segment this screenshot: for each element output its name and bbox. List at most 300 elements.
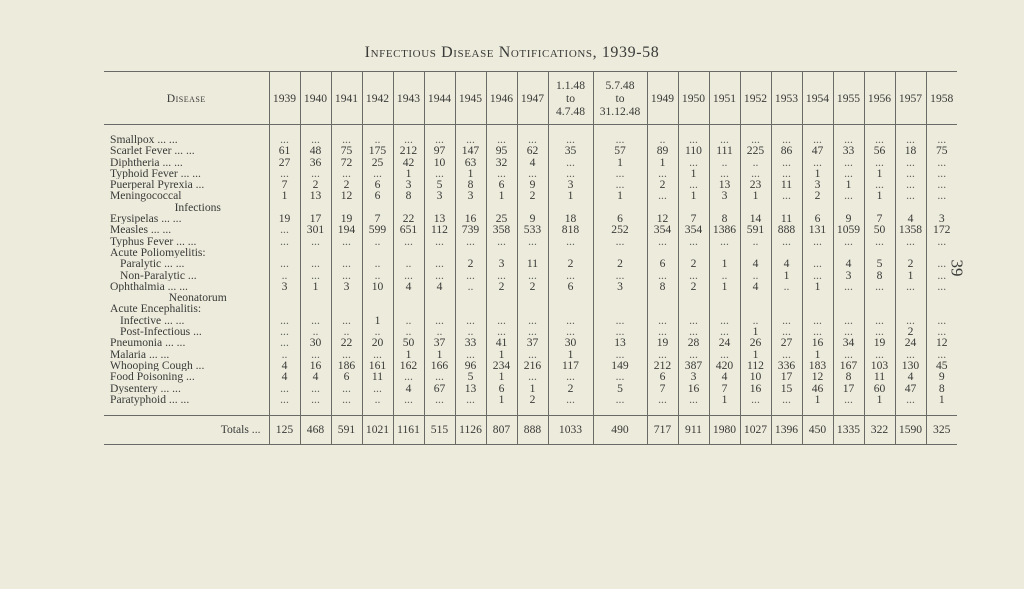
table-cell: 13 (300, 190, 331, 201)
total-cell: 1126 (455, 416, 486, 445)
table-cell: 591 (740, 224, 771, 235)
table-cell: ... (647, 190, 678, 201)
disease-label: Erysipelas ... ... (110, 213, 182, 225)
table-row (104, 168, 957, 179)
table-cell: 3 (393, 179, 424, 190)
table-cell: ... (300, 125, 331, 146)
table-cell (771, 292, 802, 303)
table-cell (771, 202, 802, 213)
table-cell: ... (833, 236, 864, 247)
table-cell (895, 202, 926, 213)
table-cell: ... (926, 326, 957, 337)
table-cell: .. (362, 236, 393, 247)
table-row (104, 371, 957, 382)
table-cell (740, 303, 771, 314)
table-cell (647, 303, 678, 314)
table-cell: 301 (300, 224, 331, 235)
table-cell: 2 (455, 258, 486, 269)
table-cell: .. (393, 258, 424, 269)
table-cell: 19 (647, 337, 678, 348)
table-cell: 216 (517, 360, 548, 371)
table-cell (864, 292, 895, 303)
table-cell (269, 202, 300, 213)
table-cell: 26 (740, 337, 771, 348)
table-cell (709, 247, 740, 258)
table-cell (424, 303, 455, 314)
total-cell: 468 (300, 416, 331, 445)
table-cell: ... (517, 315, 548, 326)
table-cell: 12 (926, 337, 957, 348)
table-cell: 172 (926, 224, 957, 235)
table-cell: ... (593, 349, 647, 360)
table-cell: .. (455, 281, 486, 292)
table-cell: 67 (424, 383, 455, 394)
table-cell: .. (709, 270, 740, 281)
table-cell: .. (300, 326, 331, 337)
column-header: 1951 (709, 72, 740, 125)
table-cell (740, 202, 771, 213)
table-cell: 888 (771, 224, 802, 235)
disease-label: Paralytic ... ... (120, 258, 185, 270)
table-cell (362, 202, 393, 213)
table-row (104, 125, 957, 146)
table-row (104, 292, 957, 303)
table-cell: 1 (709, 394, 740, 416)
table-cell: 2 (548, 383, 593, 394)
table-cell (362, 247, 393, 258)
table-cell: 16 (300, 360, 331, 371)
table-cell: 1 (393, 349, 424, 360)
table-cell: 25 (362, 157, 393, 168)
table-cell: 2 (895, 258, 926, 269)
table-cell: 3 (486, 258, 517, 269)
table-cell: 7 (709, 383, 740, 394)
table-cell: ... (709, 125, 740, 146)
disease-label: Measles ... ... (110, 224, 172, 236)
table-cell: ... (771, 236, 802, 247)
table-cell: ... (771, 125, 802, 146)
table-cell: ... (548, 315, 593, 326)
table-cell: 149 (593, 360, 647, 371)
table-cell: ... (269, 383, 300, 394)
table-cell: 1 (455, 168, 486, 179)
table-cell: 36 (300, 157, 331, 168)
table-cell: ... (926, 349, 957, 360)
table-cell: ... (864, 315, 895, 326)
total-cell: 1980 (709, 416, 740, 445)
table-cell: 6 (647, 371, 678, 382)
table-cell: ... (517, 326, 548, 337)
table-cell: 225 (740, 145, 771, 156)
table-cell: ... (486, 315, 517, 326)
table-cell: 24 (895, 337, 926, 348)
table-cell: 3 (802, 179, 833, 190)
table-cell: ... (593, 270, 647, 281)
table-cell: ... (424, 371, 455, 382)
table-cell: 10 (424, 157, 455, 168)
table-cell: 1 (740, 326, 771, 337)
table-cell: 11 (517, 258, 548, 269)
table-cell: .. (362, 270, 393, 281)
table-cell: ... (517, 270, 548, 281)
table-cell: .. (362, 394, 393, 416)
table-cell: 11 (771, 179, 802, 190)
table-cell: 19 (331, 213, 362, 224)
table-cell: ... (593, 371, 647, 382)
total-cell: 717 (647, 416, 678, 445)
table-cell: ... (771, 326, 802, 337)
table-cell (833, 202, 864, 213)
table-cell: 19 (269, 213, 300, 224)
table-cell: 12 (331, 190, 362, 201)
table-cell: 117 (548, 360, 593, 371)
total-cell: 125 (269, 416, 300, 445)
table-cell: ... (300, 394, 331, 416)
table-cell: .. (393, 326, 424, 337)
table-cell: ... (926, 168, 957, 179)
table-row (104, 281, 957, 292)
column-header: 1953 (771, 72, 802, 125)
table-cell (709, 303, 740, 314)
table-cell: 11 (771, 213, 802, 224)
column-header: 1944 (424, 72, 455, 125)
disease-label: Puerperal Pyrexia ... (110, 179, 205, 191)
table-cell: 3 (331, 281, 362, 292)
table-cell (300, 292, 331, 303)
table-cell: .. (424, 326, 455, 337)
table-cell: 30 (300, 337, 331, 348)
total-cell: 1021 (362, 416, 393, 445)
table-cell: 8 (864, 270, 895, 281)
table-row (104, 202, 957, 213)
table-cell: 1 (802, 394, 833, 416)
table-cell: 4 (740, 281, 771, 292)
table-cell: ... (517, 371, 548, 382)
table-row (104, 315, 957, 326)
table-cell (455, 247, 486, 258)
table-cell: 10 (740, 371, 771, 382)
total-cell: 1161 (393, 416, 424, 445)
table-cell: ... (678, 394, 709, 416)
table-cell: 56 (864, 145, 895, 156)
table-cell: ... (895, 190, 926, 201)
disease-label: Pneumonia ... ... (110, 337, 186, 349)
table-cell: 11 (362, 371, 393, 382)
table-cell: ... (362, 349, 393, 360)
table-cell: 1 (548, 190, 593, 201)
table-cell: 16 (455, 213, 486, 224)
table-cell: ... (678, 125, 709, 146)
table-cell (486, 292, 517, 303)
table-cell: 7 (362, 213, 393, 224)
disease-label: Food Poisoning ... (110, 371, 195, 383)
table-row (104, 258, 957, 269)
table-cell (455, 202, 486, 213)
table-cell: 4 (393, 281, 424, 292)
table-cell: ... (709, 315, 740, 326)
table-cell: 30 (548, 337, 593, 348)
table-cell: 1 (926, 394, 957, 416)
table-cell: ... (331, 168, 362, 179)
table-cell: ... (678, 157, 709, 168)
header-row (104, 72, 957, 125)
table-cell: 37 (424, 337, 455, 348)
table-cell: ... (593, 168, 647, 179)
table-cell: 2 (486, 281, 517, 292)
table-cell: 3 (678, 371, 709, 382)
table-cell (548, 292, 593, 303)
table-cell: ... (647, 236, 678, 247)
table-cell: ... (269, 337, 300, 348)
table-cell (548, 303, 593, 314)
table-cell: 17 (771, 371, 802, 382)
table-cell: 16 (678, 383, 709, 394)
table-cell: 17 (300, 213, 331, 224)
table-cell: ... (740, 168, 771, 179)
column-header: 1939 (269, 72, 300, 125)
table-cell (517, 303, 548, 314)
table-cell: 147 (455, 145, 486, 156)
table-cell: 387 (678, 360, 709, 371)
table-cell: 13 (424, 213, 455, 224)
table-cell: 4 (424, 281, 455, 292)
table-cell: ... (895, 157, 926, 168)
table-cell: 42 (393, 157, 424, 168)
table-cell: ... (300, 236, 331, 247)
table-cell: 2 (647, 179, 678, 190)
disease-label: Ophthalmia ... ... (110, 280, 188, 293)
total-cell: 1335 (833, 416, 864, 445)
table-cell: ... (802, 258, 833, 269)
table-cell: ... (926, 315, 957, 326)
column-header: 1947 (517, 72, 548, 125)
table-cell: 4 (895, 371, 926, 382)
total-cell: 1027 (740, 416, 771, 445)
table-cell: 3 (709, 190, 740, 201)
table-cell: 11 (864, 371, 895, 382)
total-cell: 1590 (895, 416, 926, 445)
table-cell: ... (300, 383, 331, 394)
table-cell: ... (593, 394, 647, 416)
table-cell: 175 (362, 145, 393, 156)
table-cell: ... (802, 326, 833, 337)
table-cell: 18 (895, 145, 926, 156)
table-cell: 8 (455, 179, 486, 190)
table-cell: 61 (269, 145, 300, 156)
column-header: 1957 (895, 72, 926, 125)
table-cell: 6 (486, 383, 517, 394)
table-row (104, 247, 957, 258)
column-header-disease: Disease (104, 72, 269, 125)
table-cell: 2 (331, 179, 362, 190)
table-cell: 1 (424, 349, 455, 360)
table-cell: ... (833, 168, 864, 179)
table-cell: ... (269, 258, 300, 269)
table-cell: 6 (548, 281, 593, 292)
table-cell: ... (833, 315, 864, 326)
table-cell: 1 (678, 168, 709, 179)
table-cell: 57 (593, 145, 647, 156)
table-cell: 183 (802, 360, 833, 371)
table-cell: ... (269, 125, 300, 146)
disease-label: Typhus Fever ... ... (110, 235, 197, 247)
table-cell: ... (269, 224, 300, 235)
table-cell: 3 (269, 281, 300, 292)
table-cell (926, 292, 957, 303)
table-cell (678, 303, 709, 314)
table-cell (548, 202, 593, 213)
table-cell: ... (895, 236, 926, 247)
table-cell: 3 (926, 213, 957, 224)
disease-label: Infective ... ... (120, 314, 185, 327)
table-cell: 1 (486, 190, 517, 201)
table-cell: .. (393, 315, 424, 326)
table-cell: ... (300, 270, 331, 281)
table-cell: 161 (362, 360, 393, 371)
table-cell: 48 (300, 145, 331, 156)
table-cell (678, 292, 709, 303)
table-cell: ... (709, 168, 740, 179)
table-cell: ... (895, 179, 926, 190)
table-cell: ... (300, 258, 331, 269)
table-cell: 3 (424, 190, 455, 201)
table-cell: ... (593, 125, 647, 146)
table-cell: .. (269, 270, 300, 281)
table-cell (740, 247, 771, 258)
table-cell: 4 (771, 258, 802, 269)
table-cell: 6 (647, 258, 678, 269)
table-cell (593, 202, 647, 213)
table-cell: ... (864, 179, 895, 190)
table-cell: ... (895, 315, 926, 326)
table-cell (802, 202, 833, 213)
table-cell: .. (362, 326, 393, 337)
table-row (104, 337, 957, 348)
table-cell: ... (393, 236, 424, 247)
table-cell: ... (647, 315, 678, 326)
table-cell: 6 (593, 213, 647, 224)
table-cell: .. (740, 157, 771, 168)
table-cell (895, 303, 926, 314)
table-cell: ... (771, 394, 802, 416)
table-cell (424, 202, 455, 213)
table-row (104, 303, 957, 314)
column-header: 1950 (678, 72, 709, 125)
table-cell: ... (424, 315, 455, 326)
total-cell: 911 (678, 416, 709, 445)
table-cell: 2 (678, 258, 709, 269)
table-cell (393, 303, 424, 314)
column-header: 1943 (393, 72, 424, 125)
table-cell: 6 (486, 179, 517, 190)
table-cell: 336 (771, 360, 802, 371)
disease-label: Malaria ... ... (110, 348, 170, 360)
table-cell: ... (548, 326, 593, 337)
table-cell (393, 292, 424, 303)
disease-label: Dysentery ... ... (110, 382, 181, 394)
table-cell (548, 247, 593, 258)
table-cell (593, 292, 647, 303)
table-cell: ... (833, 326, 864, 337)
disease-label: Acute Poliomyelitis: (110, 246, 206, 259)
table-cell: 8 (833, 371, 864, 382)
table-cell (331, 292, 362, 303)
table-cell: 60 (864, 383, 895, 394)
total-cell: 591 (331, 416, 362, 445)
column-header: 1949 (647, 72, 678, 125)
table-cell: ... (771, 315, 802, 326)
table-row (104, 270, 957, 281)
column-header: 1940 (300, 72, 331, 125)
table-cell: 17 (833, 383, 864, 394)
table-cell: ... (833, 157, 864, 168)
column-header: 1952 (740, 72, 771, 125)
column-header: 1955 (833, 72, 864, 125)
table-cell: 1 (486, 371, 517, 382)
table-cell: ... (548, 270, 593, 281)
table-cell: ... (647, 394, 678, 416)
table-cell: 110 (678, 145, 709, 156)
table-cell (709, 202, 740, 213)
table-cell: ... (771, 349, 802, 360)
table-cell: 13 (709, 179, 740, 190)
table-cell: ... (926, 236, 957, 247)
table-cell: 46 (802, 383, 833, 394)
table-cell: ... (455, 125, 486, 146)
table-cell: 167 (833, 360, 864, 371)
table-cell: ... (300, 315, 331, 326)
disease-label: Acute Encephalitis: (110, 303, 202, 315)
table-cell: ... (926, 258, 957, 269)
table-cell: 252 (593, 224, 647, 235)
table-cell: 16 (802, 337, 833, 348)
table-cell: 2 (517, 281, 548, 292)
disease-label: Typhoid Fever ... ... (110, 167, 201, 180)
table-cell: 1 (548, 349, 593, 360)
table-cell (678, 202, 709, 213)
table-cell: 24 (709, 337, 740, 348)
table-cell: 22 (331, 337, 362, 348)
table-cell: 1 (393, 168, 424, 179)
table-cell (647, 247, 678, 258)
column-header: 5.7.48 to 31.12.48 (593, 72, 647, 125)
table-cell: 8 (709, 213, 740, 224)
table-cell: .. (331, 326, 362, 337)
table-cell: 131 (802, 224, 833, 235)
column-header: 1.1.48 to 4.7.48 (548, 72, 593, 125)
table-cell: ... (926, 157, 957, 168)
disease-label: Post-Infectious ... (120, 326, 202, 338)
table-row (104, 383, 957, 394)
table-cell: ... (647, 168, 678, 179)
table-cell: ... (926, 190, 957, 201)
table-cell: 112 (740, 360, 771, 371)
disease-label: Paratyphoid ... ... (110, 393, 190, 406)
total-cell: 1396 (771, 416, 802, 445)
table-cell: 3 (593, 281, 647, 292)
table-cell: ... (269, 315, 300, 326)
table-cell: ... (486, 125, 517, 146)
table-cell: 4 (895, 213, 926, 224)
table-cell: 25 (486, 213, 517, 224)
table-cell: ... (517, 349, 548, 360)
table-cell: 1 (517, 383, 548, 394)
table-cell: 2 (678, 281, 709, 292)
table-cell: 9 (517, 179, 548, 190)
table-cell: 12 (802, 371, 833, 382)
table-cell: 8 (393, 190, 424, 201)
table-cell: ... (362, 383, 393, 394)
